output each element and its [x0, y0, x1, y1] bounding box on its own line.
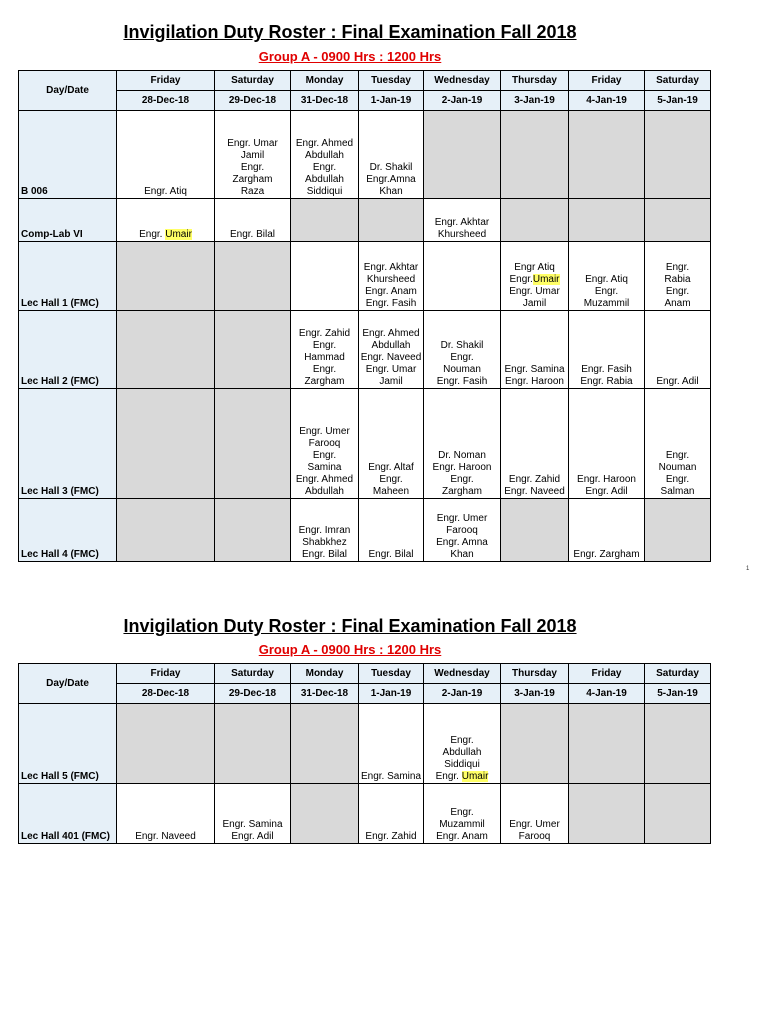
date-header: 5-Jan-19 — [645, 91, 711, 111]
empty-shaded-cell — [501, 199, 569, 242]
cell-text: Farooq — [518, 831, 551, 842]
cell-text: Hammad — [304, 352, 345, 363]
day-header: Friday — [117, 664, 215, 684]
cell-text: Engr. Adil — [656, 376, 699, 387]
duty-cell — [359, 499, 424, 562]
cell-text: Engr. Haroon — [432, 462, 492, 473]
cell-text: Abdullah — [305, 150, 344, 161]
cell-text: Khan — [379, 186, 403, 197]
cell-text: Shabkhez — [302, 537, 347, 548]
cell-text: Engr Atiq — [514, 262, 555, 273]
empty-shaded-cell — [645, 704, 711, 784]
day-header: Monday — [291, 664, 359, 684]
empty-shaded-cell — [359, 199, 424, 242]
cell-text: Engr. Zargham — [573, 549, 640, 560]
duty-cell — [117, 111, 215, 199]
cell-text: Nouman — [658, 462, 697, 473]
cell-text: Engr. — [665, 286, 690, 297]
duty-cell — [291, 111, 359, 199]
cell-text: Engr. Akhtar — [363, 262, 419, 273]
cell-text: Engr. Haroon — [577, 474, 636, 485]
empty-shaded-cell — [501, 111, 569, 199]
cell-text: Engr. — [450, 352, 474, 363]
cell-text: Engr. Haroon — [505, 376, 564, 387]
room-label: Lec Hall 1 (FMC) — [19, 242, 117, 311]
duty-cell — [291, 499, 359, 562]
room-label: Lec Hall 5 (FMC) — [19, 704, 117, 784]
page-number: 1 — [746, 566, 750, 572]
room-label: Lec Hall 2 (FMC) — [19, 311, 117, 389]
empty-shaded-cell — [569, 111, 645, 199]
cell-text: Engr. Fasih — [581, 364, 632, 375]
cell-text: Samina — [307, 462, 342, 473]
day-header: Wednesday — [424, 71, 501, 91]
cell-text: Engr. Bilal — [368, 549, 414, 560]
duty-cell — [569, 499, 645, 562]
duty-cell — [424, 784, 501, 844]
day-header: Friday — [569, 71, 645, 91]
duty-cell — [569, 242, 645, 311]
cell-text: Engr. Bilal — [229, 229, 276, 240]
cell-text: Engr. Altaf — [368, 462, 414, 473]
table-row — [19, 784, 711, 844]
cell-text: Raza — [240, 186, 265, 197]
duty-cell — [359, 704, 424, 784]
date-header: 1-Jan-19 — [359, 684, 424, 704]
empty-shaded-cell — [215, 499, 291, 562]
empty-shaded-cell — [117, 704, 215, 784]
empty-shaded-cell — [291, 199, 359, 242]
cell-text: Engr. — [450, 474, 474, 485]
cell-text: Farooq — [446, 525, 478, 536]
roster-title-2: Invigilation Duty Roster : Final Examination Fall 2018 — [123, 616, 577, 636]
duty-cell — [569, 311, 645, 389]
cell-text: Engr. — [594, 286, 619, 297]
day-header: Wednesday — [424, 664, 501, 684]
cell-text: Salman — [660, 486, 695, 497]
empty-shaded-cell — [117, 499, 215, 562]
cell-text: Engr. — [312, 162, 337, 173]
duty-cell — [569, 389, 645, 499]
empty-shaded-cell — [291, 704, 359, 784]
cell-text: Engr. Zahid — [508, 474, 561, 485]
room-label: Lec Hall 3 (FMC) — [19, 389, 117, 499]
cell-text: Anam — [664, 298, 691, 309]
cell-text: Engr. Umar — [227, 138, 278, 149]
cell-text: Engr. Adil — [585, 486, 628, 497]
cell-text: Zargham — [232, 174, 273, 185]
duty-cell — [501, 311, 569, 389]
date-header: 4-Jan-19 — [569, 684, 645, 704]
duty-cell — [215, 199, 291, 242]
cell-text: Engr. Fasih — [365, 298, 417, 309]
cell-text: Abdullah — [371, 340, 411, 351]
cell-text: Engr. Adil — [231, 831, 274, 842]
cell-text: Engr. Fasih — [436, 376, 488, 387]
cell-text: Engr. Anam — [365, 286, 417, 297]
duty-cell — [359, 311, 424, 389]
empty-shaded-cell — [117, 389, 215, 499]
cell-text: Engr. Atiq — [585, 274, 628, 285]
date-header: 2-Jan-19 — [424, 684, 501, 704]
cell-text: Engr. — [240, 162, 265, 173]
cell-text: Muzammil — [583, 298, 630, 309]
room-label: Lec Hall 401 (FMC) — [19, 784, 117, 844]
duty-cell — [501, 242, 569, 311]
cell-text: Rabia — [664, 274, 691, 285]
table-row — [19, 242, 711, 311]
duty-cell — [291, 311, 359, 389]
highlighted-name: Umair — [165, 229, 192, 240]
day-header: Saturday — [645, 664, 711, 684]
empty-shaded-cell — [291, 784, 359, 844]
roster-title-1: Invigilation Duty Roster : Final Examination Fall 2018 — [123, 22, 577, 42]
table-row — [19, 311, 711, 389]
room-label: Comp-Lab VI — [19, 199, 117, 242]
day-header: Tuesday — [359, 664, 424, 684]
cell-text: Engr. Umer — [299, 426, 350, 437]
highlighted-name: Umair — [532, 274, 560, 285]
cell-text: Engr. — [665, 450, 690, 461]
cell-text: Engr. Naveed — [504, 486, 565, 497]
cell-text: Khursheed — [366, 274, 416, 285]
duty-cell — [424, 389, 501, 499]
date-header: 2-Jan-19 — [424, 91, 501, 111]
cell-text: Engr. Atiq — [144, 186, 187, 197]
cell-text: Engr. Imran — [298, 525, 351, 536]
cell-text: Zargham — [441, 486, 482, 497]
day-date-header: Day/Date — [19, 71, 117, 111]
roster-table-2 — [18, 663, 711, 844]
cell-text: Jamil — [240, 150, 265, 161]
empty-shaded-cell — [215, 389, 291, 499]
cell-text: Engr. Samina — [222, 819, 283, 830]
cell-text: Jamil — [379, 376, 403, 387]
duty-cell — [215, 784, 291, 844]
duty-cell — [424, 242, 501, 311]
cell-text: Khan — [450, 549, 474, 560]
cell-text: Engr. Akhtar — [434, 217, 490, 228]
cell-text: Dr. Shakil — [369, 162, 413, 173]
cell-text: Engr. Naveed — [360, 352, 422, 363]
empty-shaded-cell — [569, 704, 645, 784]
cell-text: Jamil — [522, 298, 547, 309]
date-header: 1-Jan-19 — [359, 91, 424, 111]
duty-cell — [501, 389, 569, 499]
cell-text: Abdullah — [442, 747, 482, 758]
cell-text: Khursheed — [437, 229, 487, 240]
day-header: Friday — [117, 71, 215, 91]
duty-cell — [359, 389, 424, 499]
roster-table-1 — [18, 70, 711, 562]
empty-shaded-cell — [645, 499, 711, 562]
empty-shaded-cell — [501, 499, 569, 562]
empty-shaded-cell — [215, 704, 291, 784]
day-header: Saturday — [215, 664, 291, 684]
table-row — [19, 704, 711, 784]
cell-text: Abdullah — [305, 174, 344, 185]
cell-text: Engr. Umer — [436, 513, 488, 524]
cell-text: Engr. Ahmed — [295, 138, 354, 149]
room-label: Lec Hall 4 (FMC) — [19, 499, 117, 562]
cell-text: Zargham — [304, 376, 345, 387]
duty-cell — [359, 242, 424, 311]
cell-text: Engr. Anam — [436, 831, 488, 842]
empty-shaded-cell — [569, 784, 645, 844]
cell-text: Engr. Ahmed — [362, 328, 420, 339]
empty-shaded-cell — [215, 242, 291, 311]
cell-text: Engr. — [139, 229, 166, 240]
cell-text: Engr. Amna — [436, 537, 488, 548]
date-header: 5-Jan-19 — [645, 684, 711, 704]
empty-shaded-cell — [645, 784, 711, 844]
day-header: Saturday — [645, 71, 711, 91]
duty-cell — [359, 784, 424, 844]
cell-text: Engr. Naveed — [135, 831, 196, 842]
cell-text: Muzammil — [439, 819, 485, 830]
day-header: Monday — [291, 71, 359, 91]
cell-text: Engr. Zahid — [365, 831, 417, 842]
day-header: Thursday — [501, 71, 569, 91]
duty-cell — [424, 704, 501, 784]
table-row — [19, 389, 711, 499]
empty-shaded-cell — [569, 199, 645, 242]
duty-cell — [359, 111, 424, 199]
date-header: 29-Dec-18 — [215, 91, 291, 111]
cell-text: Engr. — [435, 771, 462, 782]
date-header: 28-Dec-18 — [117, 91, 215, 111]
cell-text: Engr. Rabia — [580, 376, 633, 387]
cell-text: Engr. — [312, 340, 337, 351]
cell-text: Siddiqui — [444, 759, 480, 770]
cell-text: Engr. Umar — [365, 364, 417, 375]
date-header: 3-Jan-19 — [501, 684, 569, 704]
empty-shaded-cell — [645, 111, 711, 199]
table-row — [19, 199, 711, 242]
duty-cell — [291, 242, 359, 311]
duty-cell — [645, 389, 711, 499]
cell-text: Abdullah — [305, 486, 344, 497]
day-header: Friday — [569, 664, 645, 684]
cell-text: Farooq — [308, 438, 341, 449]
cell-text: Engr. — [665, 474, 690, 485]
empty-shaded-cell — [117, 242, 215, 311]
cell-text: Engr. Maheen — [372, 474, 410, 497]
cell-text: Nouman — [443, 364, 481, 375]
date-header: 29-Dec-18 — [215, 684, 291, 704]
duty-cell — [645, 311, 711, 389]
cell-text: Dr. Noman — [438, 450, 486, 461]
cell-text: Engr. — [450, 735, 474, 746]
duty-cell — [424, 199, 501, 242]
duty-cell — [117, 784, 215, 844]
cell-text: Engr. Umar — [509, 286, 560, 297]
table-row — [19, 111, 711, 199]
table-row — [19, 499, 711, 562]
duty-cell — [501, 784, 569, 844]
cell-text: Engr. Ahmed — [295, 474, 354, 485]
duty-cell — [424, 311, 501, 389]
cell-text: Engr. Umer — [509, 819, 560, 830]
duty-cell — [645, 242, 711, 311]
date-header: 31-Dec-18 — [291, 684, 359, 704]
duty-cell — [291, 389, 359, 499]
day-header: Saturday — [215, 71, 291, 91]
cell-text: Engr.Amna — [366, 174, 416, 185]
cell-text: Engr. Bilal — [301, 549, 348, 560]
cell-text: Engr. Zahid — [298, 328, 351, 339]
empty-shaded-cell — [424, 111, 501, 199]
cell-text: Engr. — [312, 364, 337, 375]
cell-text: Dr. Shakil — [440, 340, 484, 351]
group-subtitle-1: Group A - 0900 Hrs : 1200 Hrs — [258, 49, 442, 64]
cell-text: Engr. — [450, 807, 474, 818]
empty-shaded-cell — [501, 704, 569, 784]
cell-text: Siddiqui — [306, 186, 343, 197]
day-header: Tuesday — [359, 71, 424, 91]
cell-text: Engr. Samina — [360, 771, 422, 782]
day-header: Thursday — [501, 664, 569, 684]
empty-shaded-cell — [645, 199, 711, 242]
date-header: 4-Jan-19 — [569, 91, 645, 111]
empty-shaded-cell — [117, 311, 215, 389]
date-header: 28-Dec-18 — [117, 684, 215, 704]
cell-text: Engr. — [665, 262, 690, 273]
cell-text: Engr. — [312, 450, 337, 461]
room-label: B 006 — [19, 111, 117, 199]
day-date-header: Day/Date — [19, 664, 117, 704]
duty-cell — [424, 499, 501, 562]
duty-cell — [117, 199, 215, 242]
cell-text: Engr. Samina — [504, 364, 565, 375]
group-subtitle-2: Group A - 0900 Hrs : 1200 Hrs — [258, 642, 442, 657]
date-header: 31-Dec-18 — [291, 91, 359, 111]
cell-text: Engr. — [509, 274, 533, 285]
highlighted-name: Umair — [461, 771, 489, 782]
duty-cell — [215, 111, 291, 199]
date-header: 3-Jan-19 — [501, 91, 569, 111]
empty-shaded-cell — [215, 311, 291, 389]
